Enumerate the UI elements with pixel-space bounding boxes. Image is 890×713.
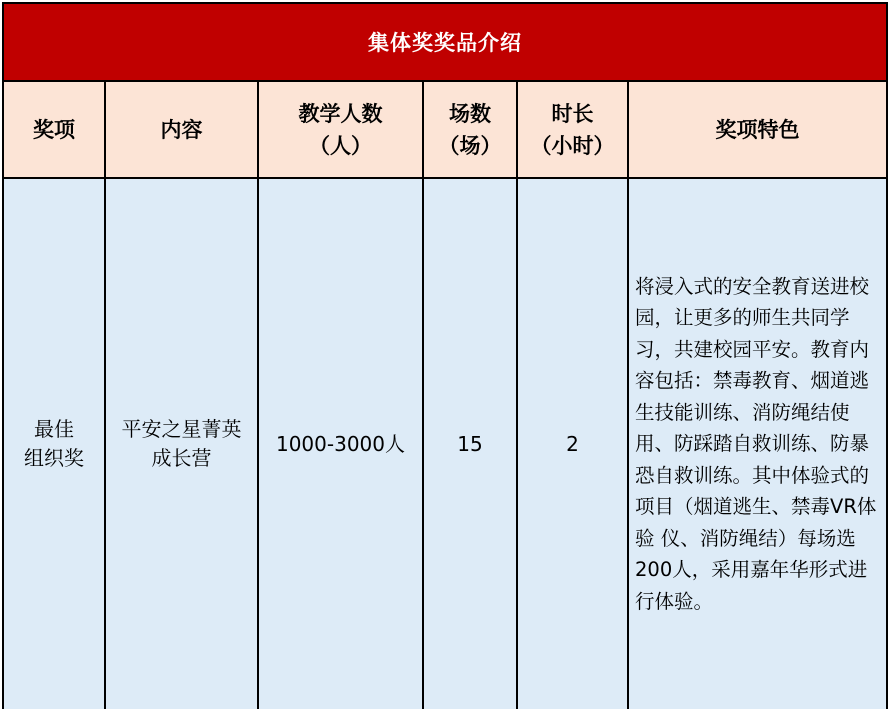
cell-award-line1: 最佳 [34,417,74,441]
header-duration-label: 时长 [551,101,594,126]
cell-sessions [423,178,517,709]
cell-content-line1: 平安之星菁英 [121,417,242,441]
cell-duration-value: 2 [566,431,579,456]
header-content [105,82,258,178]
table-row [4,178,886,709]
header-award-label: 奖项 [33,117,75,142]
header-students-unit: （人） [309,133,372,158]
cell-content-line2: 成长营 [151,446,212,470]
header-students [258,82,423,178]
cell-students-value: 1000-3000人 [275,431,405,456]
header-features-label: 奖项特色 [715,117,800,142]
award-table-frame [2,2,888,709]
cell-award-line2: 组织奖 [24,446,84,470]
cell-duration [517,178,628,709]
cell-students [258,178,423,709]
table-title-text: 集体奖奖品介绍 [368,31,522,55]
header-features [628,82,886,178]
header-sessions-label: 场数 [449,101,491,126]
header-duration [517,82,628,178]
cell-features [628,178,886,709]
header-row [4,82,886,178]
header-duration-unit: （小时） [530,133,615,158]
header-content-label: 内容 [160,117,203,142]
cell-content [105,178,258,709]
cell-sessions-value: 15 [457,431,483,456]
cell-award [4,178,105,709]
header-award [4,82,105,178]
header-sessions [423,82,517,178]
header-students-label: 教学人数 [298,101,383,126]
header-sessions-unit: （场） [438,133,502,158]
award-table [4,82,886,709]
cell-features-text: 将浸入式的安全教育送进校园，让更多的师生共同学习，共建校园平安。教育内容包括：禁毒教育、烟道逃生技能训练、消防绳结使用、防踩踏自救训练、防暴恐自救训练。其中体验式的项目（烟道逃生、禁毒VR体验 仪、消防绳结）每场选200人，采用嘉年华形式进行体验。 [635,274,877,613]
table-title [4,4,886,82]
